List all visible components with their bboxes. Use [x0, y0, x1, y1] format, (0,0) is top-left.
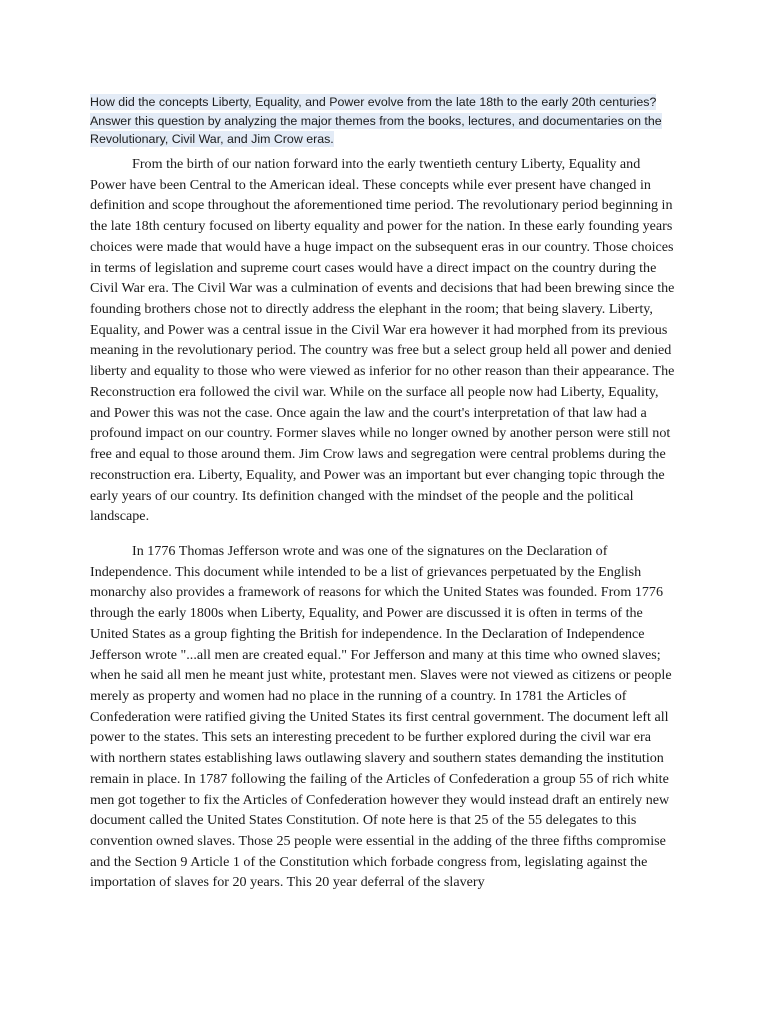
essay-prompt [90, 93, 678, 149]
essay-paragraph-2: In 1776 Thomas Jefferson wrote and was one of the signatures on the Declaration of Independence. This document while intended to be a list of grievances perpetuated by the English monarchy also provides a framework of reasons for which the United States was founded. From 1776 through the early 1800s when Liberty, Equality, and Power are discussed it is often in terms of the United States as a group fighting the British for independence. In the Declaration of Independence Jefferson wrote "...all men are created equal." For Jefferson and many at this time who owned slaves; when he said all men he meant just white, protestant men. Slaves were not viewed as citizens or people merely as property and women had no place in the running of a country. In 1781 the Articles of Confederation were ratified giving the United States its first central government. The document left all power to the states. This sets an interesting precedent to be further explored during the civil war era with northern states establishing laws outlawing slavery and southern states demanding the institution remain in place. In 1787 following the failing of the Articles of Confederation a group 55 of rich white men got together to fix the Articles of Confederation however they would instead draft an entirely new document called the United States Constitution. Of note here is that 25 of the 55 delegates to this convention owned slaves. Those 25 people were essential in the adding of the three fifths compromise and the Section 9 Article 1 of the Constitution which forbade congress from, legislating against the importation of slaves for 20 years. This 20 year deferral of the slavery [90, 542, 672, 891]
essay-body [90, 154, 676, 907]
essay-paragraph-1: From the birth of our nation forward into the early twentieth century Liberty, Equality and Power have been Central to the American ideal. These concepts while ever present have changed in definition and scope throughout the aforementioned time period. The revolutionary period beginning in the late 18th century focused on liberty equality and power for the nation. In these early founding years choices were made that would have a huge impact on the subsequent eras in our country. Those choices in terms of legislation and supreme court cases would have a direct impact on the country during the Civil War era. The Civil War was a culmination of events and decisions that had been brewing since the founding brothers chose not to directly address the elephant in the room; that being slavery. Liberty, Equality, and Power was a central issue in the Civil War era however it had morphed from its previous meaning in the revolutionary period. The country was free but a select group held all power and denied liberty and equality to those who were viewed as inferior for no other reason than their appearance. The Reconstruction era followed the civil war. While on the surface all people now had Liberty, Equality, and Power this was not the case. Once again the law and the court's interpretation of that law had a profound impact on our country. Former slaves while no longer owned by another person were still not free and equal to those around them. Jim Crow laws and segregation were central problems during the reconstruction era. Liberty, Equality, and Power was an important but ever changing topic through the early years of our country. Its definition changed with the mindset of the people and the political landscape. [90, 156, 675, 525]
prompt-highlight: How did the concepts Liberty, Equality, and Power evolve from the late 18th to the early 20th centuries? Answer this question by analyzing the major themes from the books, lectures, and documentaries on the Revolutionary, Civil War, and Jim Crow eras. [90, 95, 662, 146]
